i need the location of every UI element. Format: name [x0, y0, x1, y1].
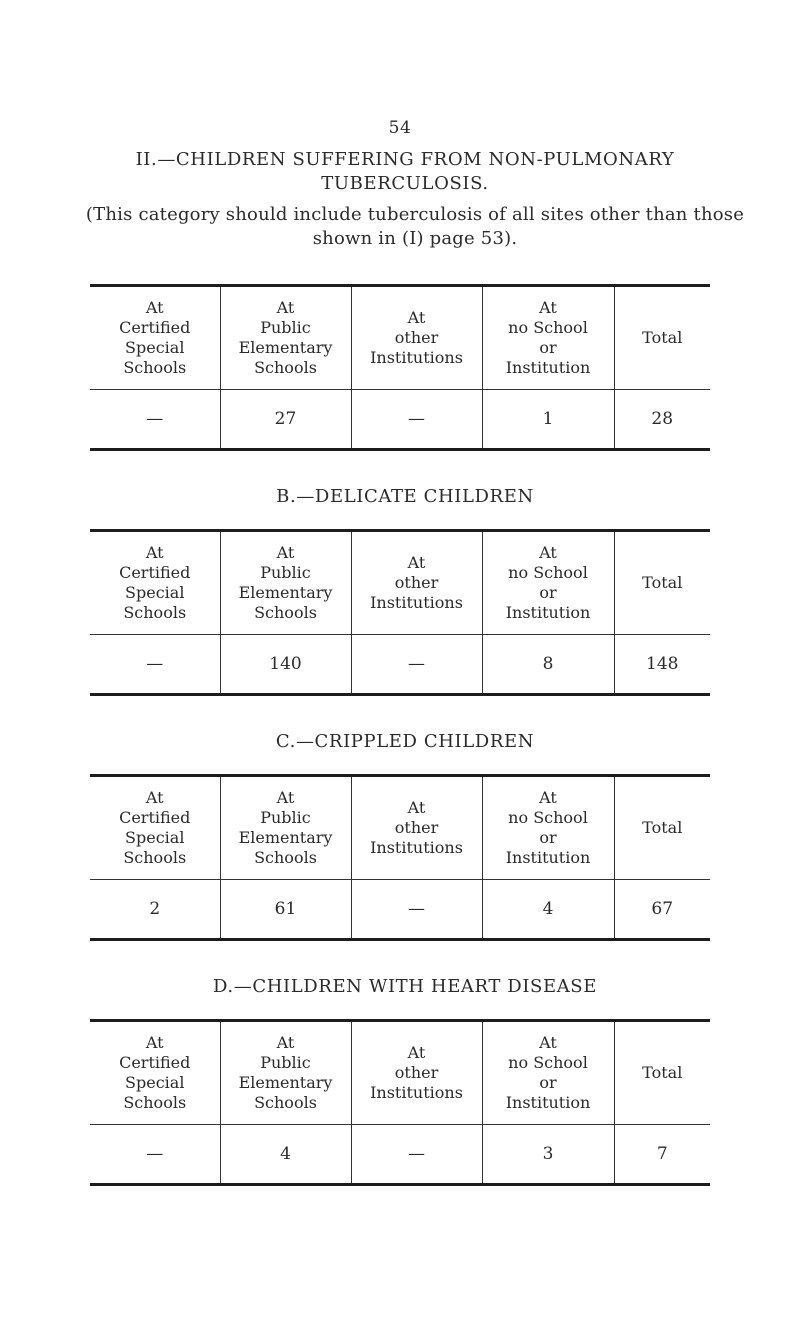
header-no-school: At no School or Institution: [482, 286, 614, 390]
value-total: 148: [614, 635, 710, 695]
header-total: Total: [614, 776, 710, 880]
header-public-elementary-schools: At Public Elementary Schools: [220, 531, 351, 635]
header-certified-special-schools: At Certified Special Schools: [90, 1021, 220, 1125]
header-public-elementary-schools: At Public Elementary Schools: [220, 776, 351, 880]
value-certified-special-schools: —: [90, 1125, 220, 1185]
value-no-school: 3: [482, 1125, 614, 1185]
table-value-row: [90, 390, 710, 450]
header-certified-special-schools: At Certified Special Schools: [90, 531, 220, 635]
value-other-institutions: —: [351, 880, 482, 940]
value-other-institutions: —: [351, 1125, 482, 1185]
heading-line-2: TUBERCULOSIS.: [321, 173, 489, 194]
value-public-elementary-schools: 27: [220, 390, 351, 450]
table-heart-disease: [90, 1019, 710, 1186]
value-certified-special-schools: —: [90, 390, 220, 450]
value-public-elementary-schools: 61: [220, 880, 351, 940]
header-other-institutions: At other Institutions: [351, 286, 482, 390]
page-number: 54: [388, 118, 412, 138]
section-heading-main: [60, 148, 750, 196]
table-tuberculosis: [90, 284, 710, 451]
value-public-elementary-schools: 4: [220, 1125, 351, 1185]
table-delicate-children: [90, 529, 710, 696]
table-crippled-children: [90, 774, 710, 941]
header-public-elementary-schools: At Public Elementary Schools: [220, 286, 351, 390]
value-certified-special-schools: —: [90, 635, 220, 695]
heading-line-1: II.—CHILDREN SUFFERING FROM NON-PULMONARY: [135, 149, 675, 170]
section-heading-crippled: C.—CRIPPLED CHILDREN: [275, 731, 535, 752]
value-total: 28: [614, 390, 710, 450]
note-line-2: shown in (I) page 53).: [312, 228, 518, 249]
table-value-row: [90, 880, 710, 940]
header-certified-special-schools: At Certified Special Schools: [90, 776, 220, 880]
table-value-row: [90, 1125, 710, 1185]
table-value-row: [90, 635, 710, 695]
table-header-row: [90, 286, 710, 390]
header-certified-special-schools: At Certified Special Schools: [90, 286, 220, 390]
header-total: Total: [614, 1021, 710, 1125]
section-heading-heart-disease: D.—CHILDREN WITH HEART DISEASE: [213, 976, 597, 997]
value-total: 67: [614, 880, 710, 940]
value-no-school: 4: [482, 880, 614, 940]
value-certified-special-schools: 2: [90, 880, 220, 940]
header-total: Total: [614, 286, 710, 390]
value-no-school: 1: [482, 390, 614, 450]
header-other-institutions: At other Institutions: [351, 1021, 482, 1125]
header-no-school: At no School or Institution: [482, 776, 614, 880]
value-other-institutions: —: [351, 635, 482, 695]
value-total: 7: [614, 1125, 710, 1185]
value-public-elementary-schools: 140: [220, 635, 351, 695]
category-note: [60, 203, 770, 251]
header-other-institutions: At other Institutions: [351, 531, 482, 635]
header-no-school: At no School or Institution: [482, 531, 614, 635]
header-other-institutions: At other Institutions: [351, 776, 482, 880]
table-header-row: [90, 1021, 710, 1125]
table-header-row: [90, 531, 710, 635]
header-no-school: At no School or Institution: [482, 1021, 614, 1125]
header-total: Total: [614, 531, 710, 635]
header-public-elementary-schools: At Public Elementary Schools: [220, 1021, 351, 1125]
value-no-school: 8: [482, 635, 614, 695]
note-line-1: (This category should include tuberculosis of all sites other than those: [85, 204, 745, 225]
value-other-institutions: —: [351, 390, 482, 450]
section-heading-delicate: B.—DELICATE CHILDREN: [276, 486, 534, 507]
table-header-row: [90, 776, 710, 880]
